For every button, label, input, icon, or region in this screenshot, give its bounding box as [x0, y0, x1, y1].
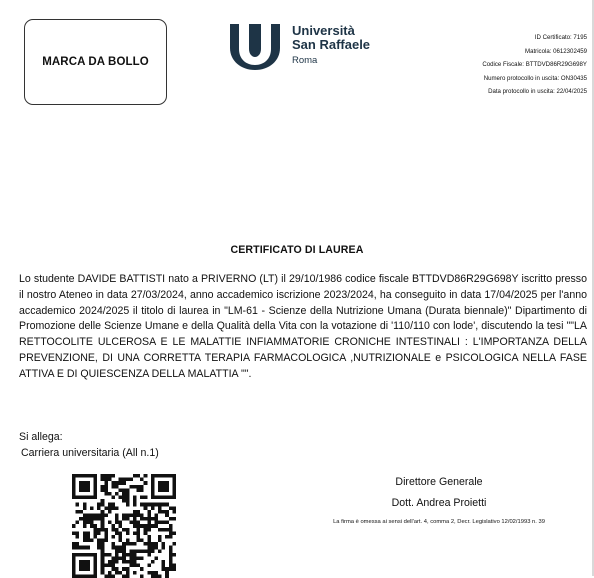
revenue-stamp-box: [24, 19, 167, 105]
certificate-body: Lo studente DAVIDE BATTISTI nato a PRIVERNO (LT) il 29/10/1986 codice fiscale BTTDVD86R29G698Y iscritto presso il nostro Ateneo in data 27/03/2024, anno accademico iscrizione 2023/2024, ha conseguito in data 17/04/2025 per l'anno accademico 2024/2025 il titolo di laurea in "LM-61 - Scienze della Nutrizione Umana (Durata biennale)" Dipartimento di Promozione delle Scienze Umane e della Qualità della Vita con la votazione di '110/110 con lode', discutendo la tesi ""LA RETTOCOLITE ULCEROSA E LE MALATTIE INFIAMMATORIE CRONICHE INTESTINALI : L'IMPORTANZA DELLA PREVENZIONE, DI UNA CORRETTA TERAPIA FARMACOLOGICA ,NUTRIZIONALE e PSICOLOGICA NELLA FASE ATTIVA E DI QUIESCENZA DELLA MALATTIA "".: [19, 273, 587, 380]
student-number: Matricola: 0612302459: [525, 47, 587, 55]
university-logo-icon: [230, 24, 280, 70]
qr-code-icon: [72, 474, 176, 578]
university-name-line1: Università: [292, 23, 355, 38]
signature-legal-note: La firma è omessa ai sensi dell'art. 4, comma 2, Decr. Legislativo 12/02/1993 n. 39: [333, 519, 545, 525]
attachments: [19, 429, 159, 461]
stamp-label: MARCA DA BOLLO: [42, 56, 149, 68]
university-name: [292, 24, 370, 66]
fiscal-code: Codice Fiscale: BTTDVD86R29G698Y: [482, 61, 587, 69]
document-title: CERTIFICATO DI LAUREA: [230, 244, 364, 256]
signatory-role: Direttore Generale: [395, 476, 483, 488]
certificate-meta: [482, 31, 587, 99]
attachments-heading: Si allega:: [19, 431, 63, 443]
protocol-date: Data protocollo in uscita: 22/04/2025: [488, 88, 587, 96]
certificate-id: ID Certificato: 7195: [534, 34, 587, 41]
signature-block: [300, 476, 578, 525]
signatory-name: Dott. Andrea Proietti: [391, 497, 487, 509]
university-city: Roma: [292, 54, 318, 66]
protocol-number: Numero protocollo in uscita: ON30435: [483, 74, 587, 82]
university-name-line2: San Raffaele: [292, 37, 371, 53]
attachment-item: Carriera universitaria (All n.1): [21, 447, 159, 459]
